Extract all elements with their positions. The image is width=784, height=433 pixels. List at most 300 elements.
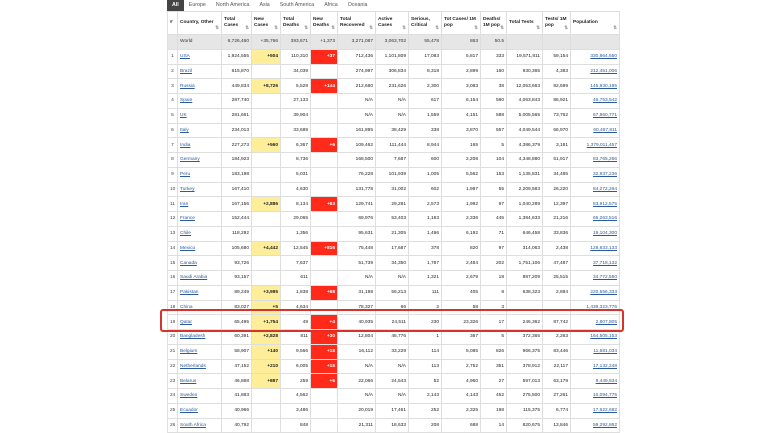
data-cell: 5,005,565 xyxy=(507,108,543,123)
data-cell: 848 xyxy=(281,418,311,433)
data-cell: 638,323 xyxy=(507,285,543,300)
data-cell: 452 xyxy=(481,389,507,404)
row-number: 11 xyxy=(168,197,178,212)
column-header-label: Population xyxy=(573,19,598,25)
country-link[interactable]: USA xyxy=(180,54,190,60)
data-cell: 75,448 xyxy=(338,241,376,256)
population-link[interactable]: 83,765,266 xyxy=(592,157,617,163)
data-cell: 49 xyxy=(281,315,311,330)
data-cell: 46,776 xyxy=(376,330,409,345)
data-cell: 3,181 xyxy=(543,138,571,153)
data-cell: 2,573 xyxy=(409,197,442,212)
data-cell: 152,444 xyxy=(222,212,252,227)
population-cell xyxy=(571,300,620,315)
population-link[interactable]: 2,807,805 xyxy=(595,319,617,325)
row-number: 16 xyxy=(168,271,178,286)
data-cell xyxy=(311,403,338,418)
country-cell xyxy=(178,138,222,153)
table-row xyxy=(168,94,620,109)
population-cell xyxy=(571,153,620,168)
country-link[interactable]: UK xyxy=(180,113,187,119)
data-cell: 230 xyxy=(409,315,442,330)
tab-europe[interactable]: Europe xyxy=(188,2,206,8)
data-cell: 93,726 xyxy=(222,256,252,271)
country-cell xyxy=(178,359,222,374)
data-cell: 183,198 xyxy=(222,167,252,182)
table-row xyxy=(168,359,620,374)
data-cell: 51,739 xyxy=(338,256,376,271)
column-header[interactable] xyxy=(571,12,620,35)
country-link[interactable]: Saudi Arabia xyxy=(180,275,208,281)
data-cell: +6 xyxy=(311,138,338,153)
population-cell xyxy=(571,197,620,212)
data-cell: 863 xyxy=(442,35,481,50)
row-number: 9 xyxy=(168,167,178,182)
data-cell: 184,923 xyxy=(222,153,252,168)
row-number: 26 xyxy=(168,418,178,433)
population-link[interactable]: 59,292,862 xyxy=(592,422,617,428)
country-link[interactable]: Spain xyxy=(180,98,193,104)
country-link[interactable]: Italy xyxy=(180,127,189,133)
data-cell: +2,828 xyxy=(252,330,281,345)
data-cell xyxy=(252,403,281,418)
country-cell xyxy=(178,285,222,300)
country-cell xyxy=(178,256,222,271)
country-cell xyxy=(178,271,222,286)
column-header[interactable] xyxy=(168,12,178,35)
row-number: 18 xyxy=(168,300,178,315)
data-cell: 71 xyxy=(481,226,507,241)
row-number: 17 xyxy=(168,285,178,300)
data-cell: 168,500 xyxy=(338,153,376,168)
country-link[interactable]: Chile xyxy=(180,231,191,237)
row-number: 24 xyxy=(168,389,178,404)
population-cell xyxy=(571,418,620,433)
data-cell: 2,899 xyxy=(442,64,481,79)
tab-asia[interactable]: Asia xyxy=(259,2,270,8)
row-number: 4 xyxy=(168,94,178,109)
sort-icon[interactable]: ⇅ xyxy=(369,24,373,30)
data-cell: 602 xyxy=(409,182,442,197)
population-link[interactable]: 17,622,682 xyxy=(592,408,617,414)
data-cell: 2,325 xyxy=(442,403,481,418)
data-cell: 5 xyxy=(481,330,507,345)
country-cell xyxy=(178,108,222,123)
row-number: 12 xyxy=(168,212,178,227)
data-cell: 2,438 xyxy=(543,241,571,256)
sort-icon[interactable]: ⇅ xyxy=(536,24,540,30)
country-link[interactable]: Iran xyxy=(180,201,189,207)
country-link[interactable]: Bangladesh xyxy=(180,334,206,340)
data-cell: 5,817 xyxy=(442,49,481,64)
data-cell: 25,515 xyxy=(543,271,571,286)
data-cell: 202 xyxy=(481,256,507,271)
population-link[interactable]: 84,272,264 xyxy=(592,186,617,192)
row-number xyxy=(168,35,178,50)
data-cell: 4,630 xyxy=(281,182,311,197)
population-link[interactable]: 212,451,006 xyxy=(590,68,617,74)
country-link[interactable]: Belarus xyxy=(180,378,197,384)
country-link[interactable]: Canada xyxy=(180,260,197,266)
data-cell: 18 xyxy=(481,271,507,286)
data-cell: 1,040,289 xyxy=(507,197,543,212)
data-cell: 21,305 xyxy=(376,226,409,241)
population-link[interactable]: 83,912,575 xyxy=(592,201,617,207)
sort-icon[interactable]: ⇅ xyxy=(435,24,439,30)
data-cell: N/A xyxy=(338,94,376,109)
country-link[interactable]: Netherlands xyxy=(180,363,206,369)
population-link[interactable]: 60,467,811 xyxy=(593,127,617,133)
data-cell: 24,511 xyxy=(376,315,409,330)
country-link[interactable]: Brazil xyxy=(180,68,192,74)
data-cell: 3,486 xyxy=(281,403,311,418)
data-cell: 246,362 xyxy=(507,315,543,330)
data-cell: 39,904 xyxy=(281,108,311,123)
data-cell: 27,261 xyxy=(543,389,571,404)
column-header-label: Total Tests xyxy=(509,19,534,25)
column-header[interactable] xyxy=(409,12,442,35)
table-row xyxy=(168,153,620,168)
table-header-row xyxy=(168,12,620,35)
data-cell: 580 xyxy=(481,94,507,109)
column-header[interactable] xyxy=(178,12,222,35)
row-number: 5 xyxy=(168,108,178,123)
row-number: 7 xyxy=(168,138,178,153)
data-cell: 6,367 xyxy=(281,138,311,153)
data-cell: 93,157 xyxy=(222,271,252,286)
data-cell: 2,208 xyxy=(442,153,481,168)
country-cell xyxy=(178,35,222,50)
population-link[interactable]: 34,772,550 xyxy=(592,275,617,281)
data-cell: 1,384,633 xyxy=(507,212,543,227)
column-header-label: Active Cases xyxy=(378,16,393,28)
world-total-row xyxy=(168,35,620,50)
data-cell: 114 xyxy=(409,344,442,359)
data-cell: +8,726 xyxy=(252,79,281,94)
data-cell: 22,117 xyxy=(543,359,571,374)
country-cell xyxy=(178,418,222,433)
data-cell: 31,198 xyxy=(338,285,376,300)
data-cell: 66,970 xyxy=(543,123,571,138)
population-link[interactable]: 37,718,132 xyxy=(592,260,617,266)
table-row xyxy=(168,108,620,123)
table-row xyxy=(168,403,620,418)
country-link[interactable]: Sweden xyxy=(180,393,198,399)
data-cell: 111,444 xyxy=(376,138,409,153)
population-link[interactable]: 1,439,323,776 xyxy=(586,304,617,310)
data-cell: 449,834 xyxy=(222,79,252,94)
data-cell: 688 xyxy=(442,418,481,433)
data-cell: 597,013 xyxy=(507,374,543,389)
population-link[interactable]: 145,930,185 xyxy=(590,83,617,89)
population-link[interactable]: 10,094,775 xyxy=(592,393,617,399)
column-header[interactable] xyxy=(543,12,571,35)
data-cell: 109,462 xyxy=(338,138,376,153)
data-cell: 4,386,379 xyxy=(507,138,543,153)
column-header[interactable] xyxy=(311,12,338,35)
data-cell: 275,500 xyxy=(507,389,543,404)
population-link[interactable]: 220,556,333 xyxy=(590,290,617,296)
sort-icon[interactable]: ⇅ xyxy=(474,24,478,30)
data-cell: 101,939 xyxy=(376,167,409,182)
data-cell xyxy=(311,389,338,404)
population-link[interactable]: 164,505,153 xyxy=(590,334,617,340)
data-cell: 13,846 xyxy=(543,418,571,433)
data-cell: 12,804 xyxy=(338,330,376,345)
population-cell xyxy=(571,212,620,227)
population-link[interactable]: 17,132,248 xyxy=(592,363,617,369)
data-cell: 1,987 xyxy=(442,182,481,197)
population-link[interactable]: 1,379,011,457 xyxy=(586,142,617,148)
table-row xyxy=(168,226,620,241)
sort-icon[interactable]: ⇅ xyxy=(331,24,335,30)
row-number: 13 xyxy=(168,226,178,241)
table-row xyxy=(168,241,620,256)
data-cell: 281,661 xyxy=(222,108,252,123)
data-cell: 3,271,087 xyxy=(338,35,376,50)
country-link[interactable]: Peru xyxy=(180,172,191,178)
data-cell: 5,031 xyxy=(281,167,311,182)
data-cell xyxy=(311,212,338,227)
table-row xyxy=(168,300,620,315)
data-cell: 1,992 xyxy=(442,197,481,212)
table-row xyxy=(168,197,620,212)
row-number: 2 xyxy=(168,64,178,79)
data-cell: 52 xyxy=(409,374,442,389)
data-cell: 2,336 xyxy=(442,212,481,227)
country-cell xyxy=(178,389,222,404)
population-link[interactable]: 128,833,133 xyxy=(590,245,617,251)
data-cell xyxy=(311,300,338,315)
data-cell: 234,013 xyxy=(222,123,252,138)
population-cell xyxy=(571,94,620,109)
column-header-label: Tot Cases/ 1M pop xyxy=(444,16,476,28)
country-link[interactable]: Turkey xyxy=(180,186,195,192)
population-cell xyxy=(571,49,620,64)
column-header[interactable] xyxy=(507,12,543,35)
tab-africa[interactable]: Africa xyxy=(324,2,338,8)
population-link[interactable]: 11,581,034 xyxy=(593,349,617,355)
data-cell xyxy=(311,226,338,241)
data-cell: 60,391 xyxy=(222,330,252,345)
data-cell: 160 xyxy=(481,64,507,79)
data-cell: 95,631 xyxy=(338,226,376,241)
population-cell xyxy=(571,182,620,197)
data-cell xyxy=(252,167,281,182)
data-cell xyxy=(311,271,338,286)
row-number: 3 xyxy=(168,79,178,94)
data-cell: 51,917 xyxy=(543,153,571,168)
data-cell: 611 xyxy=(281,271,311,286)
population-cell xyxy=(571,226,620,241)
data-cell: 97 xyxy=(481,241,507,256)
table-row xyxy=(168,374,620,389)
data-cell: 27 xyxy=(481,374,507,389)
data-cell: 55 xyxy=(481,182,507,197)
data-cell xyxy=(252,182,281,197)
data-cell xyxy=(252,108,281,123)
data-cell: 8,944 xyxy=(409,138,442,153)
data-cell: 588 xyxy=(481,108,507,123)
data-cell: 58,907 xyxy=(222,344,252,359)
column-header-label: New Cases xyxy=(254,16,269,28)
data-cell: +1,373 xyxy=(311,35,338,50)
country-link[interactable]: Qatar xyxy=(180,319,192,325)
data-cell: 12,397 xyxy=(543,197,571,212)
data-cell: 5,562 xyxy=(442,167,481,182)
data-cell: 97 xyxy=(481,197,507,212)
data-cell: 198 xyxy=(481,403,507,418)
data-cell: 34,485 xyxy=(543,167,571,182)
sort-icon[interactable]: ⇅ xyxy=(564,24,568,30)
data-cell: 104 xyxy=(481,153,507,168)
column-header-label: New Deaths xyxy=(313,16,329,28)
sort-icon[interactable]: ⇅ xyxy=(274,24,278,30)
country-cell xyxy=(178,241,222,256)
tab-south-america[interactable]: South America xyxy=(279,2,315,8)
sort-icon[interactable]: ⇅ xyxy=(304,24,308,30)
data-cell: 24,543 xyxy=(376,374,409,389)
data-cell xyxy=(252,271,281,286)
data-cell: 17 xyxy=(481,315,507,330)
data-cell xyxy=(543,35,571,50)
data-cell: 646,458 xyxy=(507,226,543,241)
tab-all[interactable]: All xyxy=(167,0,184,11)
population-link[interactable]: 9,449,534 xyxy=(595,378,617,384)
data-cell: 31,002 xyxy=(376,182,409,197)
data-cell: 47,487 xyxy=(543,256,571,271)
data-cell: +30 xyxy=(311,330,338,345)
data-cell: +3,985 xyxy=(252,285,281,300)
data-cell: 811 xyxy=(281,330,311,345)
data-cell: 2,484 xyxy=(442,256,481,271)
population-link[interactable]: 65,263,516 xyxy=(592,216,617,222)
data-cell: 1,559 xyxy=(409,108,442,123)
tab-north-america[interactable]: North America xyxy=(215,2,250,8)
data-cell: 4,151 xyxy=(442,108,481,123)
population-link[interactable]: 46,753,542 xyxy=(592,98,617,104)
country-link[interactable]: Russia xyxy=(180,83,195,89)
column-header[interactable] xyxy=(376,12,409,35)
data-cell: +816 xyxy=(311,241,338,256)
data-cell: N/A xyxy=(376,94,409,109)
data-cell: 306,834 xyxy=(376,64,409,79)
data-cell: 8,134 xyxy=(281,197,311,212)
column-header[interactable] xyxy=(442,12,481,35)
data-cell: +560 xyxy=(252,138,281,153)
data-cell: N/A xyxy=(338,108,376,123)
data-cell: N/A xyxy=(376,359,409,374)
data-cell: 46,868 xyxy=(222,374,252,389)
population-cell xyxy=(571,138,620,153)
table-row xyxy=(168,64,620,79)
stats-panel xyxy=(167,0,619,428)
country-link[interactable]: Ecuador xyxy=(180,408,198,414)
country-link[interactable]: China xyxy=(180,304,193,310)
data-cell: 820,675 xyxy=(507,418,543,433)
column-header[interactable] xyxy=(222,12,252,35)
tab-oceania[interactable]: Oceania xyxy=(347,2,368,8)
data-cell: 17,461 xyxy=(376,403,409,418)
column-header[interactable] xyxy=(338,12,376,35)
column-header[interactable] xyxy=(281,12,311,35)
country-link[interactable]: Germany xyxy=(180,157,200,163)
region-tabs xyxy=(167,0,372,11)
data-cell: 820 xyxy=(442,241,481,256)
sort-icon[interactable]: ⇅ xyxy=(613,24,617,30)
country-cell xyxy=(178,182,222,197)
data-cell: 40,792 xyxy=(222,418,252,433)
data-cell: 33,689 xyxy=(281,123,311,138)
population-link[interactable]: 19,104,300 xyxy=(592,231,617,237)
data-cell: 165 xyxy=(442,138,481,153)
data-cell: 34,350 xyxy=(376,256,409,271)
data-cell: 63,179 xyxy=(543,374,571,389)
data-cell: 19,571,811 xyxy=(507,49,543,64)
data-cell xyxy=(252,153,281,168)
data-cell: 930,365 xyxy=(507,64,543,79)
country-link[interactable]: South Africa xyxy=(180,422,206,428)
country-cell xyxy=(178,212,222,227)
data-cell: 445 xyxy=(481,212,507,227)
data-cell: +4,442 xyxy=(252,241,281,256)
population-link[interactable]: 67,860,771 xyxy=(592,113,617,119)
sort-icon[interactable]: ⇅ xyxy=(245,24,249,30)
population-link[interactable]: 330,864,650 xyxy=(590,54,617,60)
data-cell: 34,039 xyxy=(281,64,311,79)
data-cell: 1,496 xyxy=(409,226,442,241)
country-link[interactable]: France xyxy=(180,216,195,222)
data-cell: N/A xyxy=(338,359,376,374)
data-cell: +1,754 xyxy=(252,315,281,330)
data-cell: 82,599 xyxy=(543,79,571,94)
data-cell: 966,375 xyxy=(507,344,543,359)
row-number: 1 xyxy=(168,49,178,64)
data-cell: 557 xyxy=(481,123,507,138)
data-cell: 69,976 xyxy=(338,212,376,227)
country-link[interactable]: Belgium xyxy=(180,349,198,355)
data-cell: 89,249 xyxy=(222,285,252,300)
data-cell: +2,886 xyxy=(252,197,281,212)
data-cell: 1,924,555 xyxy=(222,49,252,64)
data-cell: 5,085 xyxy=(442,344,481,359)
table-row xyxy=(168,167,620,182)
data-cell xyxy=(252,123,281,138)
table-row xyxy=(168,389,620,404)
country-stats-table xyxy=(167,11,620,433)
column-header[interactable] xyxy=(252,12,281,35)
country-link[interactable]: India xyxy=(180,142,191,148)
table-row xyxy=(168,212,620,227)
population-link[interactable]: 32,937,236 xyxy=(592,172,617,178)
table-row xyxy=(168,330,620,345)
data-cell xyxy=(507,35,543,50)
sort-icon[interactable]: ⇅ xyxy=(215,24,219,30)
column-header-label: Country, Other xyxy=(180,19,214,25)
country-link[interactable]: Pakistan xyxy=(180,290,199,296)
country-cell xyxy=(178,64,222,79)
country-link[interactable]: Mexico xyxy=(180,245,196,251)
data-cell: 1,838 xyxy=(281,285,311,300)
sort-icon[interactable]: ⇅ xyxy=(500,24,504,30)
column-header-label: Total Deaths xyxy=(283,16,299,28)
data-cell: 600 xyxy=(409,153,442,168)
data-cell: 66 xyxy=(376,300,409,315)
country-cell xyxy=(178,300,222,315)
data-cell: 18,633 xyxy=(376,418,409,433)
sort-icon[interactable]: ⇅ xyxy=(402,24,406,30)
column-header[interactable] xyxy=(481,12,507,35)
